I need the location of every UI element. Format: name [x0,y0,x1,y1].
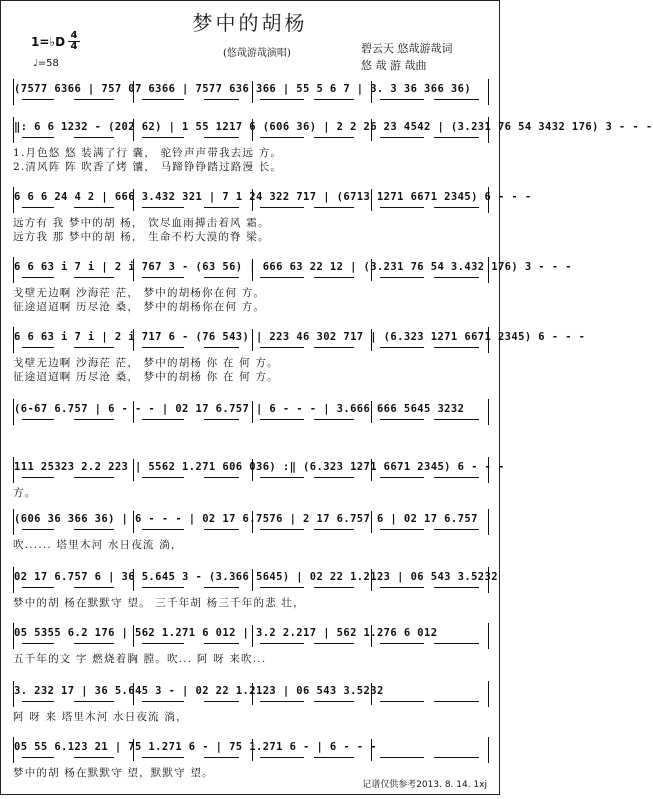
jianpu-notes: (606 36 366 36) | 6 - - - | 02 17 6.7576 | 2 17 6.757 6 | 02 17 6.757 [14,513,478,525]
measure-line [13,509,489,535]
score-row [13,399,489,461]
jianpu-notes: 3. 232 17 | 36 5.645 3 - | 02 22 1.2123 | 06 543 3.5232 [14,685,384,697]
composer-credit: 悠 哉 游 哉曲 [361,59,427,72]
jianpu-notes: 6 6 63 i 7 i | 2 i 717 6 - (76 543) | 223 46 302 717 | (6.323 1271 6671 2345) 6 - - - [14,331,586,343]
jianpu-notes: (7577 6366 | 757 07 6366 | 7577 636 366 | 55 5 6 7 | 3. 3 36 366 36) [14,83,472,95]
lyric-line-1: 五千年的文 字 燃烧着胸 膛。吹... 阿 呀 来吹... [13,653,267,665]
jianpu-notes: 111 25323 2.2 223 | 5562 1.271 606 036) :‖ (6.323 1271 6671 2345) 6 - - - [14,461,505,473]
lyric-line-2 [13,723,489,737]
score-row [13,327,586,389]
measure-line [13,327,586,353]
score-row [13,567,498,629]
jianpu-notes: ‖: 6 6 1232 - (202 62) | 1 55 1217 6 (606 36) | 2 2 26 23 4542 | (3.231 76 54 3432 176) 3 - - - [14,121,653,133]
jianpu-notes: 02 17 6.757 6 | 36 5.645 3 - (3.366 5645) | 02 22 1.2123 | 06 543 3.5232 [14,571,498,583]
measure-line [13,737,489,763]
measure-line [13,399,489,425]
lyric-line-1: 阿 呀 来 塔里木河 水日夜流 淌， [13,711,188,723]
meter-bottom: 4 [68,41,80,52]
jianpu-notes: 6 6 63 i 7 i | 2 i 767 3 - (63 56) | 666 63 22 12 | (3.231 76 54 3.432 176) 3 - - - [14,261,572,273]
measure-line [13,117,653,143]
lyric-line-2 [13,441,489,455]
lyric-line-1: 戈壁无边啊 沙海茫 茫， 梦中的胡杨你在何 方。 [13,287,266,299]
measure-line [13,457,505,483]
score-row [13,509,489,571]
lyric-line-2: 征途迢迢啊 历尽沧 桑， 梦中的胡杨你在何 方。 [13,301,266,313]
lyric-line-1: 远方有 我 梦中的胡 杨， 饮尽血雨搏击着风 霜。 [13,217,270,229]
measure-line [13,681,489,707]
measure-line [13,187,532,213]
score-row [13,117,653,179]
lyric-line-2: 征途迢迢啊 历尽沧 桑， 梦中的胡杨 你 在 何 方。 [13,371,279,383]
score-row [13,623,489,685]
meter-top: 4 [70,30,78,41]
lyric-line-1: 梦中的胡 杨在默默守 望，默默守 望。 [13,767,214,779]
jianpu-notes: 6 6 6 24 4 2 | 666 3.432 321 | 7 1 24 322 717 | (6713 1271 6671 2345) 6 - - - [14,191,532,203]
tempo-marking: ♩=58 [33,58,59,69]
lyric-line-2 [13,609,489,623]
lyric-line-1 [13,427,489,441]
lyric-line-1: 戈壁无边啊 沙海茫 茫， 梦中的胡杨 你 在 何 方。 [13,357,279,369]
lyric-line-1: 方。 [13,487,37,499]
lyric-line-2: 2.清风阵 阵 吹香了烤 馕， 马蹄铮铮踏过路漫 长。 [13,161,283,173]
jianpu-notes: 05 5355 6.2 176 | 562 1.271 6 012 | 3.2 2.217 | 562 1.276 6 012 [14,627,438,639]
lyric-line-1: 1.月色悠 悠 装满了行 囊， 驼铃声声带我去远 方。 [13,147,283,159]
score-row [13,681,489,743]
time-signature [68,31,80,52]
footer-note: 记谱仅供参考2013. 8. 14. 1xj [362,780,487,790]
lyricist-credit: 碧云天 悠哉游哉词 [361,42,453,55]
lyric-line-1: 吹...... 塔里木河 水日夜流 淌， [13,539,183,551]
lyric-line-2 [13,551,489,565]
score-row [13,187,532,249]
lyric-line-2 [13,665,489,679]
measure-line [13,623,489,649]
jianpu-notes: 05 55 6.123 21 | 75 1.271 6 - | 75 1.271 6 - | 6 - - - [14,741,377,753]
jianpu-notes: (6-67 6.757 | 6 - - - | 02 17 6.757 | 6 - - - | 3.666 666 5645 3232 [14,403,465,415]
measure-line [13,257,572,283]
lyric-line-1: 梦中的胡 杨在默默守 望。 三千年胡 杨三千年的悲 壮， [13,597,305,609]
song-title: 梦中的胡杨 [192,11,308,35]
lyric-line-2: 远方我 那 梦中的胡 杨， 生命不朽大漠的脊 梁。 [13,231,270,243]
key-signature: 1=♭D [31,35,66,49]
singer-credit: (悠哉游哉演唱) [223,48,291,59]
score-row [13,257,572,319]
measure-line [13,79,489,105]
measure-line [13,567,498,593]
